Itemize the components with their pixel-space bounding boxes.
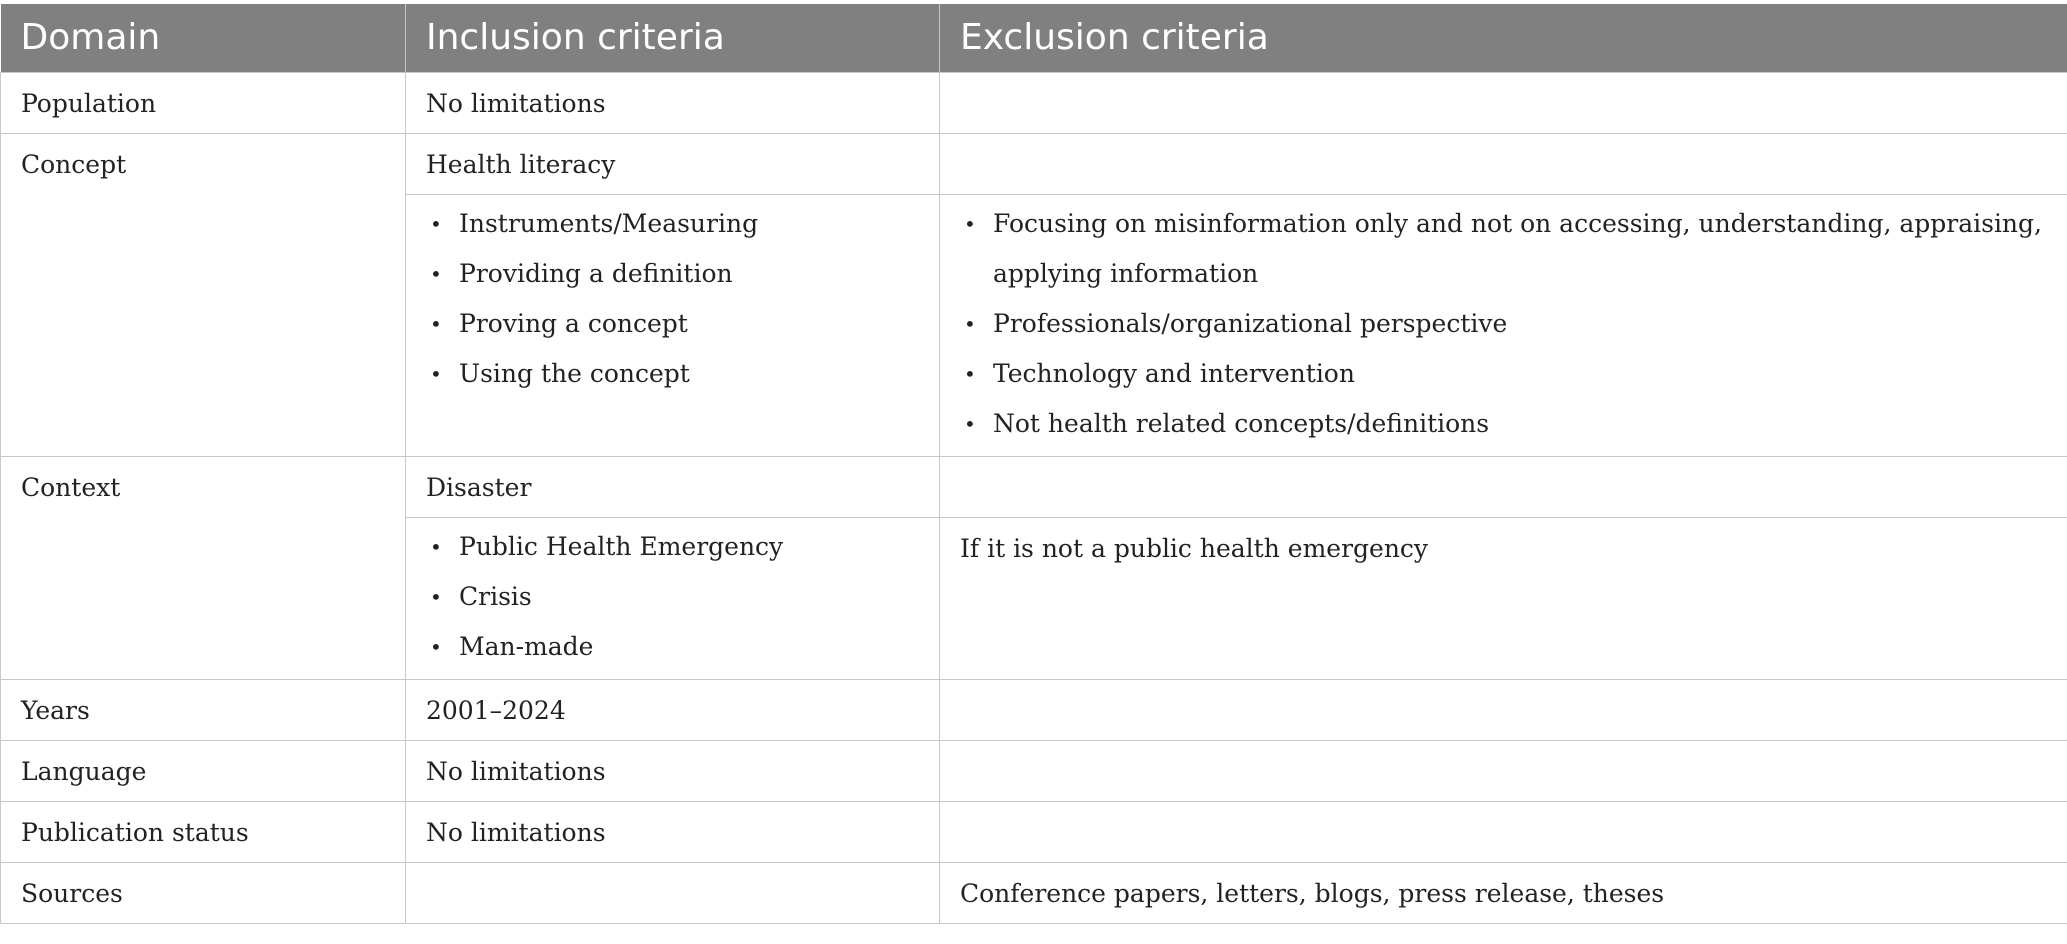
cell-domain: Years [1,679,406,740]
list-item: • Instruments/Measuring [426,199,919,249]
context-inclusion-list [426,522,919,672]
header-domain: Domain [1,4,406,72]
cell-inclusion: No limitations [406,740,940,801]
list-item: • Professionals/organizational perspective [960,299,2047,349]
cell-domain-empty [1,517,406,679]
list-item: • Technology and intervention [960,349,2047,399]
table-row-population [1,72,2067,133]
cell-domain: Language [1,740,406,801]
table-row-context-lists [1,517,2067,679]
list-item: • Providing a definition [426,249,919,299]
cell-domain: Sources [1,862,406,923]
cell-exclusion-text: If it is not a public health emergency [940,517,2067,679]
cell-inclusion: Disaster [406,456,940,517]
list-item: • Focusing on misinformation only and not on accessing, understanding, appraising, applying information [960,199,2047,299]
bullet-icon: • [430,634,442,659]
bullet-icon: • [964,411,976,436]
cell-domain-empty [1,194,406,456]
table-row-years [1,679,2067,740]
cell-domain: Context [1,456,406,517]
cell-inclusion: Health literacy [406,133,940,194]
table-row-concept-lists [1,194,2067,456]
list-item: • Not health related concepts/definitions [960,399,2047,449]
cell-inclusion: No limitations [406,801,940,862]
cell-domain: Publication status [1,801,406,862]
cell-exclusion [940,801,2067,862]
cell-exclusion [940,740,2067,801]
bullet-icon: • [430,261,442,286]
cell-exclusion [940,456,2067,517]
concept-exclusion-list [960,199,2047,449]
list-item: • Crisis [426,572,919,622]
cell-inclusion [406,862,940,923]
criteria-table [0,4,2067,924]
cell-inclusion-list [406,194,940,456]
header-exclusion: Exclusion criteria [940,4,2067,72]
bullet-icon: • [964,211,976,236]
table-row-language [1,740,2067,801]
cell-exclusion-list [940,194,2067,456]
cell-exclusion [940,679,2067,740]
cell-exclusion [940,133,2067,194]
bullet-icon: • [964,311,976,336]
bullet-icon: • [430,361,442,386]
cell-domain: Population [1,72,406,133]
cell-inclusion: 2001–2024 [406,679,940,740]
bullet-icon: • [430,534,442,559]
bullet-icon: • [430,311,442,336]
table-row-publication-status [1,801,2067,862]
table-row-context [1,456,2067,517]
cell-exclusion: Conference papers, letters, blogs, press release, theses [940,862,2067,923]
table-row-concept [1,133,2067,194]
bullet-icon: • [430,211,442,236]
table-row-sources [1,862,2067,923]
cell-exclusion [940,72,2067,133]
header-inclusion: Inclusion criteria [406,4,940,72]
list-item: • Proving a concept [426,299,919,349]
header-row [1,4,2067,72]
list-item: • Using the concept [426,349,919,399]
concept-inclusion-list [426,199,919,399]
cell-domain: Concept [1,133,406,194]
cell-inclusion: No limitations [406,72,940,133]
list-item: • Man-made [426,622,919,672]
bullet-icon: • [964,361,976,386]
bullet-icon: • [430,584,442,609]
list-item: • Public Health Emergency [426,522,919,572]
cell-inclusion-list [406,517,940,679]
